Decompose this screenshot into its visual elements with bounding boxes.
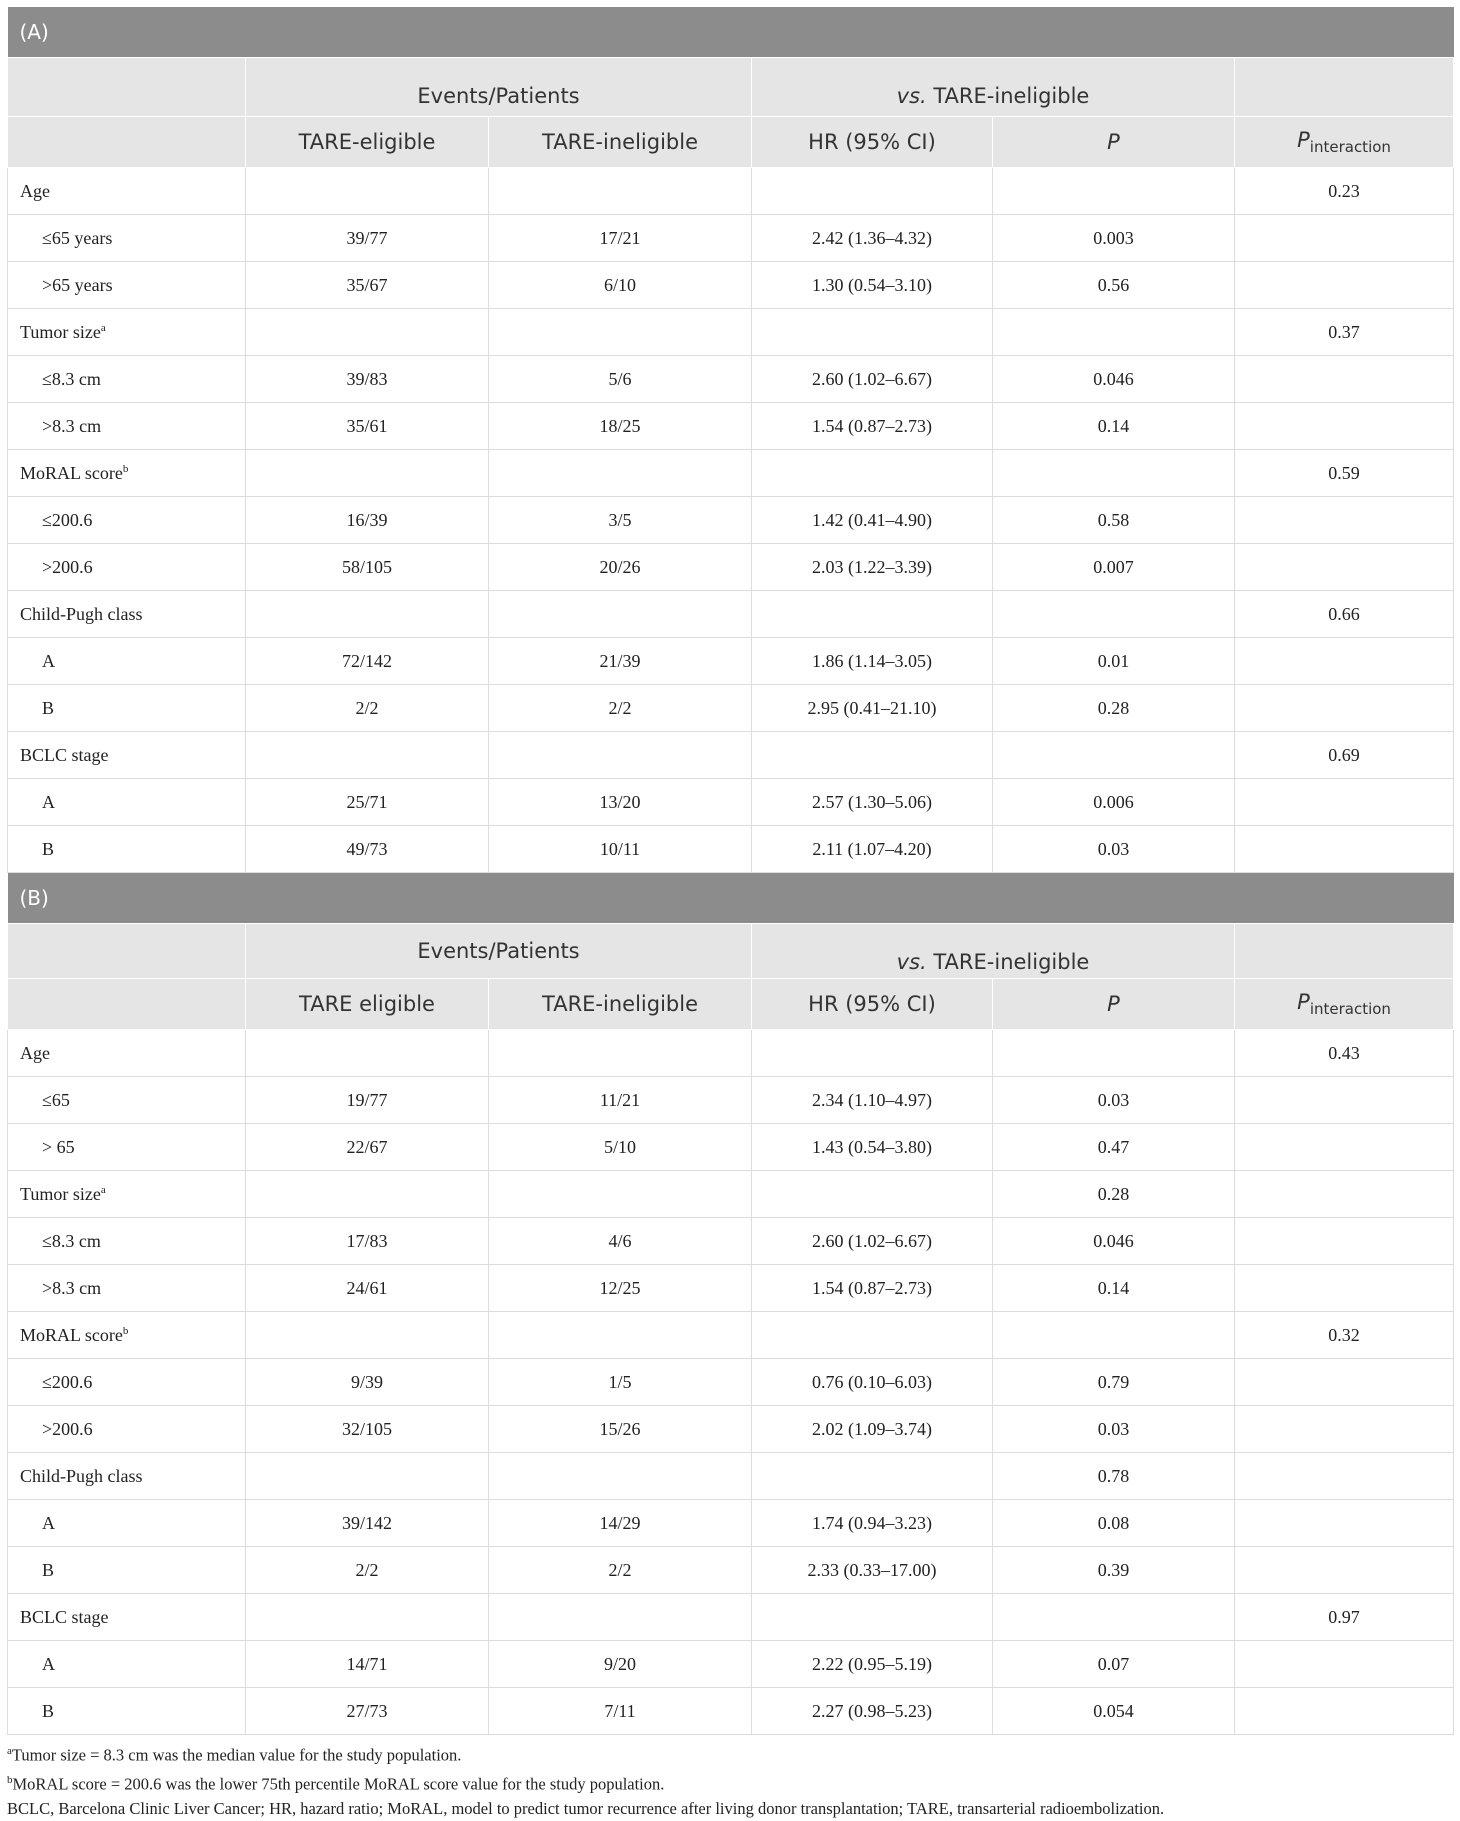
- header-events-patients: Events/Patients: [246, 58, 752, 117]
- cell-hr-ci: 2.33 (0.33–17.00): [752, 1547, 993, 1594]
- row-label-text: >8.3 cm: [42, 1277, 102, 1298]
- row-group-label: [8, 309, 246, 356]
- row-subgroup-label: [8, 497, 246, 544]
- cell-p-interaction: [1235, 826, 1454, 873]
- row-group-label: [8, 732, 246, 779]
- cell-tare-eligible: 58/105: [246, 544, 489, 591]
- cell-tare-eligible: 27/73: [246, 1688, 489, 1735]
- footnote-marker: a: [100, 321, 106, 334]
- cell-tare-eligible: 39/83: [246, 356, 489, 403]
- cell-tare-ineligible: 3/5: [489, 497, 752, 544]
- header-pint-sub: interaction: [1309, 1000, 1391, 1019]
- table-row: [8, 1406, 1454, 1453]
- cell-tare-eligible: [246, 309, 489, 356]
- cell-p-value: 0.08: [993, 1500, 1235, 1547]
- footnote-marker: b: [122, 462, 129, 475]
- cell-tare-ineligible: 15/26: [489, 1406, 752, 1453]
- table-row: [8, 638, 1454, 685]
- cell-p-value: [993, 1312, 1235, 1359]
- table-row: [8, 1077, 1454, 1124]
- cell-p-interaction: [1235, 1359, 1454, 1406]
- table-row: [8, 591, 1454, 638]
- row-label-text: ≤200.6: [42, 509, 93, 530]
- table-row: [8, 168, 1454, 215]
- cell-tare-ineligible: 6/10: [489, 262, 752, 309]
- cell-hr-ci: [752, 1030, 993, 1077]
- row-label-text: >65 years: [42, 274, 113, 295]
- row-label-text: B: [42, 1700, 55, 1721]
- cell-p-value: [993, 1030, 1235, 1077]
- cell-tare-eligible: [246, 1594, 489, 1641]
- cell-hr-ci: 2.02 (1.09–3.74): [752, 1406, 993, 1453]
- cell-p-interaction: [1235, 544, 1454, 591]
- cell-hr-ci: 2.34 (1.10–4.97): [752, 1077, 993, 1124]
- header-hr-ci: HR (95% CI): [752, 117, 993, 168]
- cell-tare-ineligible: 18/25: [489, 403, 752, 450]
- table-row: [8, 685, 1454, 732]
- cell-p-interaction: [1235, 1265, 1454, 1312]
- table-row: [8, 1171, 1454, 1218]
- header-pint-main: P: [1297, 989, 1310, 1014]
- row-label-text: ≤8.3 cm: [42, 1230, 101, 1251]
- table-row: [8, 403, 1454, 450]
- cell-p-value: 0.14: [993, 403, 1235, 450]
- cell-tare-ineligible: 14/29: [489, 1500, 752, 1547]
- cell-tare-ineligible: [489, 732, 752, 779]
- row-subgroup-label: [8, 544, 246, 591]
- row-label-text: Tumor size: [20, 321, 101, 342]
- cell-tare-eligible: 49/73: [246, 826, 489, 873]
- cell-p-value: 0.47: [993, 1124, 1235, 1171]
- cell-p-interaction: [1235, 497, 1454, 544]
- cell-tare-eligible: 24/61: [246, 1265, 489, 1312]
- cell-p-interaction: 0.97: [1235, 1594, 1454, 1641]
- footnote-marker: a: [100, 1183, 106, 1196]
- cell-tare-eligible: 35/67: [246, 262, 489, 309]
- cell-p-value: 0.054: [993, 1688, 1235, 1735]
- row-label-text: A: [42, 1653, 55, 1674]
- cell-tare-eligible: 2/2: [246, 1547, 489, 1594]
- panel-a-label: (A): [8, 7, 1454, 58]
- cell-tare-eligible: 16/39: [246, 497, 489, 544]
- table-row: [8, 1688, 1454, 1735]
- header-blank: [1235, 58, 1454, 117]
- cell-tare-eligible: 9/39: [246, 1359, 489, 1406]
- row-label-text: A: [42, 791, 55, 812]
- header-blank: [1235, 924, 1454, 979]
- table-row: [8, 779, 1454, 826]
- header-hr-ci: HR (95% CI): [752, 979, 993, 1030]
- table-row: [8, 1218, 1454, 1265]
- table-row: [8, 497, 1454, 544]
- cell-p-interaction: [1235, 1218, 1454, 1265]
- row-group-label: [8, 1312, 246, 1359]
- cell-p-interaction: [1235, 1124, 1454, 1171]
- row-label-text: >8.3 cm: [42, 415, 102, 436]
- cell-p-interaction: 0.37: [1235, 309, 1454, 356]
- cell-p-value: 0.28: [993, 685, 1235, 732]
- row-label-text: A: [42, 650, 55, 671]
- row-subgroup-label: [8, 403, 246, 450]
- cell-tare-ineligible: 17/21: [489, 215, 752, 262]
- cell-tare-eligible: [246, 168, 489, 215]
- cell-hr-ci: 2.42 (1.36–4.32): [752, 215, 993, 262]
- cell-p-interaction: [1235, 1077, 1454, 1124]
- footnote-marker: b: [7, 1773, 13, 1786]
- cell-hr-ci: 1.86 (1.14–3.05): [752, 638, 993, 685]
- cell-tare-eligible: 39/142: [246, 1500, 489, 1547]
- cell-tare-ineligible: 11/21: [489, 1077, 752, 1124]
- table-row: [8, 732, 1454, 779]
- cell-p-value: 0.14: [993, 1265, 1235, 1312]
- cell-tare-ineligible: 4/6: [489, 1218, 752, 1265]
- table-row: [8, 1030, 1454, 1077]
- cell-p-value: [993, 591, 1235, 638]
- table-row: [8, 1359, 1454, 1406]
- cell-p-interaction: 0.32: [1235, 1312, 1454, 1359]
- vs-rest: TARE-ineligible: [926, 950, 1090, 974]
- cell-p-interaction: 0.23: [1235, 168, 1454, 215]
- header-vs-tare-ineligible: [752, 924, 1235, 979]
- cell-hr-ci: 1.30 (0.54–3.10): [752, 262, 993, 309]
- cell-p-value: 0.046: [993, 1218, 1235, 1265]
- footnote: [7, 1739, 1453, 1768]
- cell-p-interaction: [1235, 262, 1454, 309]
- vs-rest: TARE-ineligible: [926, 84, 1090, 108]
- cell-tare-ineligible: [489, 1594, 752, 1641]
- cell-p-interaction: [1235, 403, 1454, 450]
- cell-tare-ineligible: [489, 1171, 752, 1218]
- footnote: [7, 1796, 1453, 1821]
- header-p: [993, 979, 1235, 1030]
- cell-tare-ineligible: [489, 1030, 752, 1077]
- table-row: [8, 1641, 1454, 1688]
- cell-tare-ineligible: 10/11: [489, 826, 752, 873]
- cell-tare-eligible: 72/142: [246, 638, 489, 685]
- cell-hr-ci: 2.95 (0.41–21.10): [752, 685, 993, 732]
- cell-p-value: 0.003: [993, 215, 1235, 262]
- cell-tare-eligible: [246, 1030, 489, 1077]
- row-subgroup-label: [8, 779, 246, 826]
- cell-tare-ineligible: 5/6: [489, 356, 752, 403]
- cell-hr-ci: 2.11 (1.07–4.20): [752, 826, 993, 873]
- header-blank: [8, 117, 246, 168]
- row-label-text: > 65: [42, 1136, 75, 1157]
- cell-hr-ci: [752, 1312, 993, 1359]
- header-p: [993, 117, 1235, 168]
- row-label-text: MoRAL score: [20, 1324, 123, 1345]
- row-group-label: [8, 591, 246, 638]
- row-label-text: ≤65 years: [42, 227, 113, 248]
- cell-hr-ci: 0.76 (0.10–6.03): [752, 1359, 993, 1406]
- cell-tare-eligible: [246, 1171, 489, 1218]
- table-row: [8, 1547, 1454, 1594]
- header-blank: [8, 924, 246, 979]
- cell-tare-ineligible: 12/25: [489, 1265, 752, 1312]
- cell-p-interaction: 0.43: [1235, 1030, 1454, 1077]
- cell-tare-ineligible: 21/39: [489, 638, 752, 685]
- cell-p-value: 0.58: [993, 497, 1235, 544]
- row-subgroup-label: [8, 1406, 246, 1453]
- cell-tare-eligible: [246, 450, 489, 497]
- footnote: [7, 1768, 1453, 1797]
- cell-hr-ci: [752, 732, 993, 779]
- cell-tare-ineligible: [489, 1453, 752, 1500]
- cell-tare-ineligible: 2/2: [489, 685, 752, 732]
- cell-p-interaction: [1235, 1500, 1454, 1547]
- table-row: [8, 262, 1454, 309]
- cell-tare-eligible: [246, 1453, 489, 1500]
- cell-p-value: 0.03: [993, 1077, 1235, 1124]
- row-group-label: [8, 168, 246, 215]
- cell-p-value: [993, 168, 1235, 215]
- cell-tare-eligible: 35/61: [246, 403, 489, 450]
- header-events-patients: Events/Patients: [246, 924, 752, 979]
- header-tare-ineligible: TARE-ineligible: [489, 117, 752, 168]
- cell-tare-eligible: 19/77: [246, 1077, 489, 1124]
- row-subgroup-label: [8, 685, 246, 732]
- table-row: [8, 1312, 1454, 1359]
- row-subgroup-label: [8, 638, 246, 685]
- cell-p-value: 0.01: [993, 638, 1235, 685]
- table-panel-b: [7, 873, 1454, 1735]
- header-pint-sub: interaction: [1309, 138, 1391, 157]
- row-label-text: B: [42, 1559, 55, 1580]
- cell-hr-ci: [752, 1594, 993, 1641]
- cell-tare-ineligible: 2/2: [489, 1547, 752, 1594]
- row-subgroup-label: [8, 1500, 246, 1547]
- cell-tare-eligible: 17/83: [246, 1218, 489, 1265]
- row-label-text: ≤200.6: [42, 1371, 93, 1392]
- cell-hr-ci: 1.43 (0.54–3.80): [752, 1124, 993, 1171]
- cell-p-value: [993, 1594, 1235, 1641]
- cell-p-value: 0.006: [993, 779, 1235, 826]
- cell-hr-ci: 1.42 (0.41–4.90): [752, 497, 993, 544]
- cell-p-interaction: 0.66: [1235, 591, 1454, 638]
- row-label-text: BCLC stage: [20, 744, 109, 765]
- vs-label: vs.: [896, 950, 927, 974]
- table-panel-a: [7, 7, 1454, 873]
- cell-p-value: 0.03: [993, 826, 1235, 873]
- header-tare-ineligible: TARE-ineligible: [489, 979, 752, 1030]
- table-row: [8, 1500, 1454, 1547]
- cell-tare-ineligible: 20/26: [489, 544, 752, 591]
- cell-hr-ci: 2.27 (0.98–5.23): [752, 1688, 993, 1735]
- table-row: [8, 450, 1454, 497]
- row-subgroup-label: [8, 1265, 246, 1312]
- row-label-text: Tumor size: [20, 1183, 101, 1204]
- cell-p-value: 0.07: [993, 1641, 1235, 1688]
- cell-tare-ineligible: [489, 1312, 752, 1359]
- row-subgroup-label: [8, 356, 246, 403]
- row-label-text: Age: [20, 1042, 50, 1063]
- table-row: [8, 309, 1454, 356]
- header-blank: [8, 979, 246, 1030]
- cell-p-interaction: [1235, 1547, 1454, 1594]
- row-subgroup-label: [8, 262, 246, 309]
- cell-hr-ci: 2.60 (1.02–6.67): [752, 1218, 993, 1265]
- cell-p-value: 0.39: [993, 1547, 1235, 1594]
- row-subgroup-label: [8, 1124, 246, 1171]
- row-label-text: Child-Pugh class: [20, 603, 143, 624]
- cell-tare-ineligible: 13/20: [489, 779, 752, 826]
- table-row: [8, 544, 1454, 591]
- cell-p-value: 0.79: [993, 1359, 1235, 1406]
- cell-p-value: 0.78: [993, 1453, 1235, 1500]
- row-group-label: [8, 450, 246, 497]
- table-row: [8, 215, 1454, 262]
- cell-p-interaction: 0.69: [1235, 732, 1454, 779]
- cell-hr-ci: [752, 168, 993, 215]
- header-pint-main: P: [1297, 127, 1310, 152]
- footnote-marker: a: [7, 1745, 12, 1757]
- panel-b-label: (B): [8, 873, 1454, 924]
- row-label-text: MoRAL score: [20, 462, 123, 483]
- row-group-label: [8, 1030, 246, 1077]
- cell-hr-ci: [752, 1171, 993, 1218]
- cell-tare-ineligible: [489, 309, 752, 356]
- cell-tare-eligible: 14/71: [246, 1641, 489, 1688]
- cell-p-interaction: [1235, 685, 1454, 732]
- cell-p-value: 0.28: [993, 1171, 1235, 1218]
- cell-p-interaction: [1235, 779, 1454, 826]
- cell-p-value: [993, 732, 1235, 779]
- table-row: [8, 1453, 1454, 1500]
- row-subgroup-label: [8, 1688, 246, 1735]
- cell-tare-eligible: [246, 1312, 489, 1359]
- header-p-interaction: [1235, 117, 1454, 168]
- cell-p-value: [993, 309, 1235, 356]
- cell-hr-ci: 2.57 (1.30–5.06): [752, 779, 993, 826]
- cell-p-value: 0.046: [993, 356, 1235, 403]
- table-footnotes: [7, 1739, 1453, 1821]
- cell-tare-ineligible: [489, 591, 752, 638]
- cell-p-value: 0.03: [993, 1406, 1235, 1453]
- cell-hr-ci: [752, 1453, 993, 1500]
- cell-hr-ci: [752, 450, 993, 497]
- cell-p-interaction: [1235, 1641, 1454, 1688]
- row-label-text: BCLC stage: [20, 1606, 109, 1627]
- header-tare-eligible: TARE-eligible: [246, 117, 489, 168]
- cell-tare-ineligible: [489, 450, 752, 497]
- row-subgroup-label: [8, 215, 246, 262]
- cell-p-interaction: [1235, 215, 1454, 262]
- cell-tare-eligible: 22/67: [246, 1124, 489, 1171]
- cell-p-value: 0.007: [993, 544, 1235, 591]
- table-row: [8, 1594, 1454, 1641]
- row-subgroup-label: [8, 1077, 246, 1124]
- row-label-text: ≤8.3 cm: [42, 368, 101, 389]
- row-group-label: [8, 1594, 246, 1641]
- row-label-text: B: [42, 838, 55, 859]
- results-table-figure: [7, 7, 1453, 1821]
- header-blank: [8, 58, 246, 117]
- cell-p-interaction: [1235, 638, 1454, 685]
- cell-tare-ineligible: 9/20: [489, 1641, 752, 1688]
- cell-tare-eligible: [246, 591, 489, 638]
- cell-hr-ci: 1.74 (0.94–3.23): [752, 1500, 993, 1547]
- row-subgroup-label: [8, 826, 246, 873]
- cell-tare-eligible: 39/77: [246, 215, 489, 262]
- cell-tare-ineligible: 5/10: [489, 1124, 752, 1171]
- cell-tare-eligible: [246, 732, 489, 779]
- row-subgroup-label: [8, 1359, 246, 1406]
- row-label-text: Child-Pugh class: [20, 1465, 143, 1486]
- row-subgroup-label: [8, 1547, 246, 1594]
- row-group-label: [8, 1453, 246, 1500]
- cell-hr-ci: 2.22 (0.95–5.19): [752, 1641, 993, 1688]
- header-vs-tare-ineligible: [752, 58, 1235, 117]
- cell-hr-ci: 2.03 (1.22–3.39): [752, 544, 993, 591]
- header-p-label: P: [1107, 992, 1120, 1016]
- header-tare-eligible: TARE eligible: [246, 979, 489, 1030]
- cell-tare-eligible: 32/105: [246, 1406, 489, 1453]
- row-group-label: [8, 1171, 246, 1218]
- row-label-text: B: [42, 697, 55, 718]
- cell-hr-ci: [752, 309, 993, 356]
- cell-hr-ci: [752, 591, 993, 638]
- cell-hr-ci: 2.60 (1.02–6.67): [752, 356, 993, 403]
- cell-tare-ineligible: [489, 168, 752, 215]
- footnote-marker: b: [122, 1324, 129, 1337]
- row-subgroup-label: [8, 1218, 246, 1265]
- footnote-text: Tumor size = 8.3 cm was the median value for the study population.: [11, 1745, 462, 1765]
- cell-tare-eligible: 25/71: [246, 779, 489, 826]
- cell-p-interaction: [1235, 1171, 1454, 1218]
- row-label-text: ≤65: [42, 1089, 70, 1110]
- cell-tare-eligible: 2/2: [246, 685, 489, 732]
- table-row: [8, 356, 1454, 403]
- cell-p-interaction: [1235, 1688, 1454, 1735]
- cell-p-interaction: [1235, 1453, 1454, 1500]
- table-row: [8, 826, 1454, 873]
- cell-p-interaction: [1235, 356, 1454, 403]
- table-row: [8, 1265, 1454, 1312]
- cell-hr-ci: 1.54 (0.87–2.73): [752, 403, 993, 450]
- cell-hr-ci: 1.54 (0.87–2.73): [752, 1265, 993, 1312]
- row-subgroup-label: [8, 1641, 246, 1688]
- table-row: [8, 1124, 1454, 1171]
- footnote-text: BCLC, Barcelona Clinic Liver Cancer; HR, hazard ratio; MoRAL, model to predict tumor recurrence after living donor transplantation; TARE, transarterial radioembolization.: [7, 1799, 1165, 1818]
- row-label-text: >200.6: [42, 1418, 93, 1439]
- cell-p-interaction: [1235, 1406, 1454, 1453]
- row-label-text: Age: [20, 180, 50, 201]
- cell-tare-ineligible: 7/11: [489, 1688, 752, 1735]
- cell-tare-ineligible: 1/5: [489, 1359, 752, 1406]
- footnote-text: MoRAL score = 200.6 was the lower 75th percentile MoRAL score value for the study population.: [12, 1774, 665, 1793]
- cell-p-value: 0.56: [993, 262, 1235, 309]
- row-label-text: >200.6: [42, 556, 93, 577]
- cell-p-interaction: 0.59: [1235, 450, 1454, 497]
- header-p-label: P: [1107, 130, 1120, 154]
- vs-label: vs.: [896, 84, 927, 108]
- row-label-text: A: [42, 1512, 55, 1533]
- header-p-interaction: [1235, 979, 1454, 1030]
- cell-p-value: [993, 450, 1235, 497]
